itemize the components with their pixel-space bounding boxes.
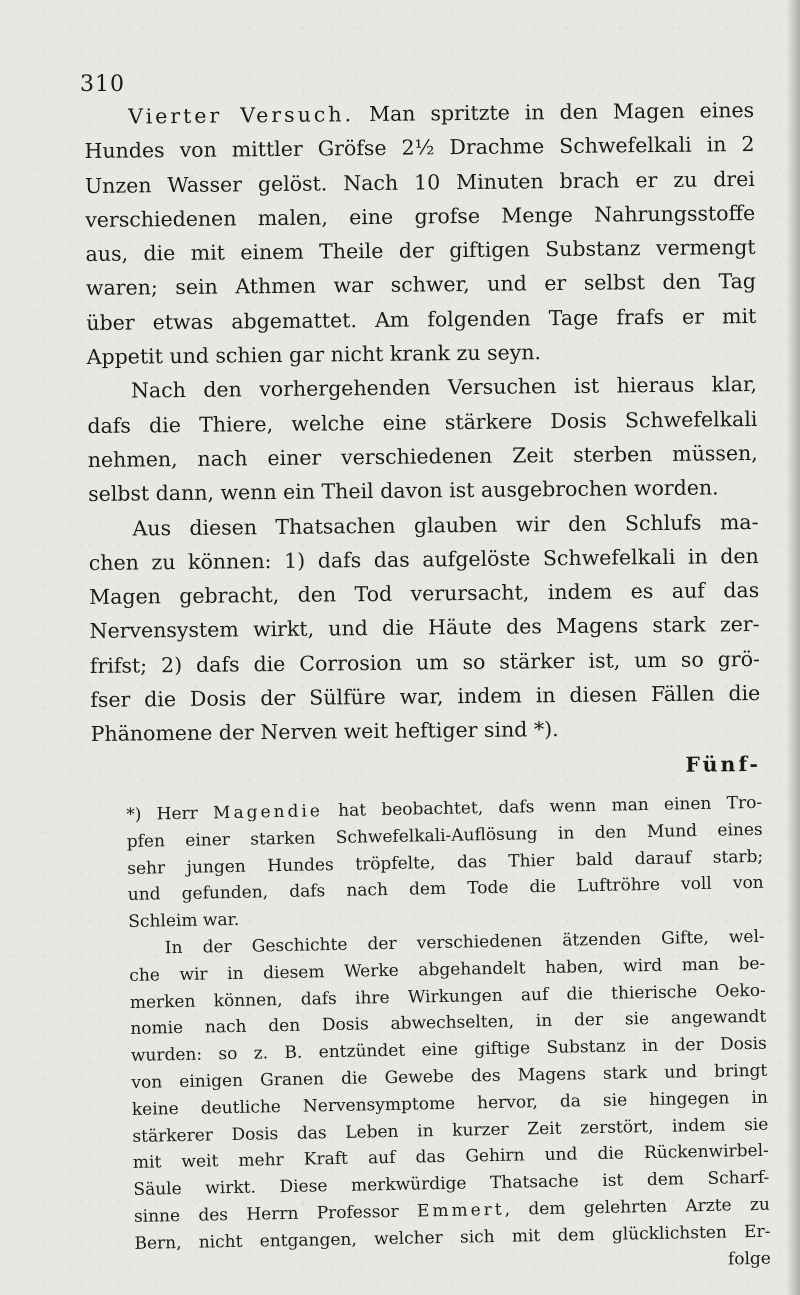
text-line: verschiedenen malen, eine grofse Menge Nahrungsstoffe [85, 200, 756, 232]
line-text: , dem gelehrten Arzte zu [504, 1194, 771, 1220]
text-line: Magen gebracht, den Tod verursacht, indem es auf das [89, 578, 760, 610]
text-line: fser die Dosis der Sülfüre war, indem in diesen Fällen die [90, 680, 761, 713]
paragraph-experiment-four [84, 93, 757, 374]
line-text: Man spritzte in den Magen eines [353, 97, 755, 127]
text-line: nehmen, nach einer verschiedenen Zeit sterben müssen, [87, 440, 758, 472]
text-line: über etwas abgemattet. Am folgenden Tage frafs er mit [86, 303, 757, 335]
text-line: dafs die Thiere, welche eine stärkere Dosis Schwefelkali [87, 406, 758, 438]
author-name: Magendie [212, 801, 324, 824]
text-line: chen zu können: 1) dafs das aufgelöste Schwefelkali in den [88, 543, 759, 575]
text-line: keine deutliche Nervensymptome hervor, da sie hingegen in [131, 1087, 768, 1120]
text-line: Säule wirkt. Diese merkwürdige Thatsache ist dem Scharf- [133, 1167, 770, 1201]
footnote-catchword: folge [727, 1248, 772, 1270]
main-text [84, 93, 761, 788]
text-line: sehr jungen Hundes tröpfelte, das Thier bald darauf starb; [127, 846, 764, 879]
text-line: Hundes von mittler Gröfse 2½ Drachme Schwefelkali in 2 [84, 132, 755, 164]
catchword: Fünf- [685, 751, 762, 777]
line-text: sinne des Herrn Professor [133, 1201, 418, 1227]
text-line: Appetit und schien gar nicht krank zu seyn. [86, 340, 542, 370]
author-name: Emmert [416, 1199, 505, 1222]
text-line: Phänomene der Nerven weit heftiger sind *). [90, 717, 559, 747]
text-line: pfen einer starken Schwefelkali-Auflösung in den Mund eines [126, 819, 763, 852]
text-line: von einigen Granen die Gewebe des Magens stark und bringt [131, 1060, 768, 1093]
page-edge-shadow [786, 0, 800, 1295]
footnote-marker: *) Herr [126, 803, 214, 825]
text-line: che wir in diesem Werke abgehandelt haben, wird man be- [129, 953, 766, 986]
text-line: Schleim war. [128, 910, 240, 933]
text-line: Bern, nicht entgangen, welcher sich mit dem glücklichsten Er- [134, 1221, 771, 1254]
text-line: Aus diesen Thatsachen glauben wir den Schlufs ma- [132, 509, 759, 541]
text-line: mit weit mehr Kraft auf das Gehirn und die Rückenwirbel- [132, 1141, 770, 1174]
note-paragraph [129, 924, 772, 1285]
text-line: stärkerer Dosis das Leben in kurzer Zeit zerstört, indem sie [132, 1114, 769, 1147]
text-line: In der Geschichte der verschiedenen ätzenden Gifte, wel- [164, 926, 765, 959]
page-number: 310 [80, 72, 125, 97]
footnote-magendie [126, 790, 764, 936]
section-heading: Vierter Versuch. [128, 102, 355, 129]
text-line: und gefunden, dafs nach dem Tode die Luftröhre voll von [127, 873, 764, 906]
paragraph-conclusion-two [88, 505, 760, 752]
text-line: wurden: so z. B. entzündet eine giftige Substanz in der Dosis [130, 1033, 767, 1067]
text-line: merken können, dafs ihre Wirkungen auf die thierische Oeko- [129, 980, 766, 1013]
text-line: selbst dann, wenn ein Theil davon ist ausgebrochen worden. [88, 475, 719, 507]
text-line: Unzen Wasser gelöst. Nach 10 Minuten brach er zu drei [84, 166, 755, 198]
text-line: nomie nach den Dosis abwechselten, in der sie angewandt [130, 1007, 767, 1040]
line-text: hat beobachtet, dafs wenn man einen Tro- [322, 792, 763, 822]
text-line: waren; sein Athmen war schwer, und er selbst den Tag [85, 269, 757, 301]
text-line: Nervensystem wirkt, und die Häute des Magens stark zer- [89, 612, 760, 644]
text-line: aus, die mit einem Theile der giftigen Substanz vermengt [85, 235, 756, 267]
footnotes [126, 790, 771, 1284]
text-line: frifst; 2) dafs die Corrosion um so stärker ist, um so grö- [89, 646, 761, 678]
paragraph-conclusion-one [87, 367, 758, 511]
text-line: Nach den vorhergehenden Versuchen ist hieraus klar, [130, 372, 758, 403]
